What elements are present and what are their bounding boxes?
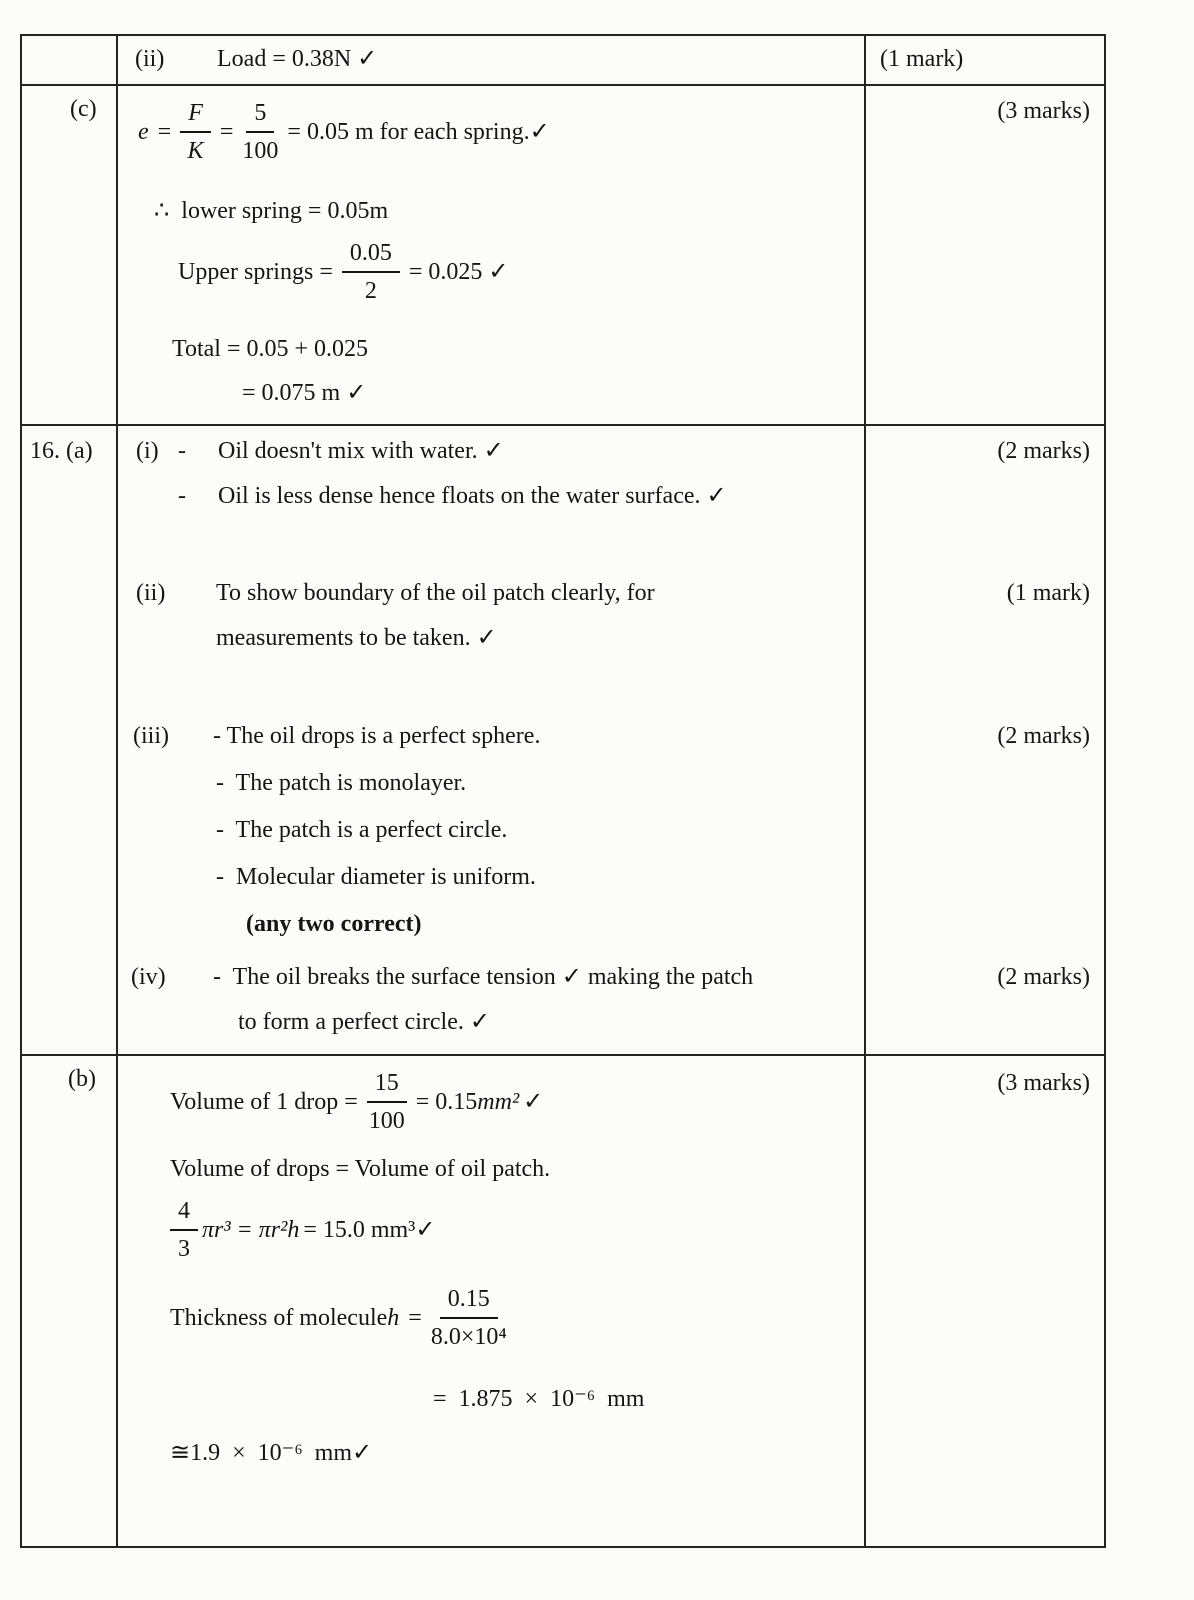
- marks-cell: [866, 1056, 1104, 1546]
- answer-line: - The patch is a perfect circle.: [216, 817, 508, 843]
- formula-lhs: Thickness of molecule: [170, 1305, 388, 1331]
- answer-content-cell: [118, 1056, 866, 1546]
- fraction-4-over-3: [170, 1196, 198, 1264]
- marks-label: (1 mark): [880, 46, 964, 72]
- answer-line: - Molecular diameter is uniform.: [216, 864, 536, 890]
- checkmark: ✓: [523, 1089, 544, 1115]
- fraction-F-over-K: [180, 98, 211, 166]
- total-result-line: = 0.075 m ✓: [242, 380, 367, 406]
- rounded-result-line: ≅1.9 × 10⁻⁶ mm✓: [170, 1440, 373, 1466]
- equals-sign: =: [408, 1305, 422, 1331]
- formula-result: = 15.0 mm³✓: [303, 1217, 436, 1243]
- table-row-oil-drop-calculation: [22, 1056, 1104, 1546]
- item-number-i: (i): [136, 438, 159, 464]
- fraction-denominator: 100: [368, 1108, 405, 1134]
- marks-label-i: (2 marks): [997, 438, 1090, 464]
- answers-table: [20, 34, 1106, 1548]
- marks-label-ii: (1 mark): [1006, 580, 1090, 606]
- marks-label: (3 marks): [997, 1070, 1090, 1096]
- fraction-numerator: 5: [246, 98, 274, 133]
- upper-springs-formula: [178, 238, 509, 306]
- formula-result: = 0.025 ✓: [408, 259, 509, 285]
- answer-line: Oil is less dense hence floats on the water surface. ✓: [218, 483, 727, 509]
- question-label-cell: [22, 86, 118, 424]
- fraction-numerator: 15: [367, 1068, 407, 1103]
- fraction-005-over-2: [342, 238, 400, 306]
- formula-result: = 0.05 m for each spring.✓: [287, 119, 550, 145]
- fraction-15-over-100: [367, 1068, 407, 1136]
- fraction-numerator: 4: [170, 1196, 198, 1231]
- fraction-denominator: 100: [242, 138, 279, 164]
- answer-text: Load = 0.38N ✓: [217, 46, 378, 72]
- math-var-e: e: [138, 119, 149, 145]
- formula-lhs: Upper springs =: [178, 259, 333, 285]
- answer-line: Oil doesn't mix with water. ✓: [218, 438, 504, 464]
- lower-spring-line: ∴ lower spring = 0.05m: [154, 198, 389, 224]
- formula-extension-line: [138, 98, 550, 166]
- marks-label-iii: (2 marks): [997, 723, 1090, 749]
- marks-label: (3 marks): [997, 98, 1090, 124]
- volume-equality-line: Volume of drops = Volume of oil patch.: [170, 1156, 551, 1182]
- fraction-numerator: 0.05: [342, 238, 400, 273]
- formula-expression: πr³ = πr²h: [202, 1217, 300, 1243]
- answer-content-cell: [118, 36, 866, 84]
- answer-content-cell: [118, 426, 866, 1054]
- fraction-denominator: K: [187, 138, 204, 164]
- marks-label-iv: (2 marks): [997, 964, 1090, 990]
- fraction-denominator: 3: [178, 1236, 190, 1262]
- equals-sign: =: [219, 119, 234, 145]
- answer-line: - The oil breaks the surface tension ✓ making the patch: [213, 964, 754, 990]
- table-row-oil-experiment: [22, 426, 1104, 1056]
- unit-mm-squared: mm²: [477, 1089, 520, 1115]
- math-var-h: h: [387, 1305, 400, 1331]
- fraction-015-over-8e4: [431, 1284, 507, 1352]
- item-number: (ii): [135, 46, 165, 72]
- question-label: (c): [70, 96, 97, 122]
- item-number-iv: (iv): [131, 964, 166, 990]
- bullet-dash: -: [178, 483, 186, 509]
- total-line: Total = 0.05 + 0.025: [172, 336, 369, 362]
- fraction-denominator: 8.0×10⁴: [430, 1324, 507, 1350]
- question-label-cell: [22, 426, 118, 1054]
- any-two-correct-note: (any two correct): [246, 911, 422, 937]
- marks-cell: [866, 36, 1104, 84]
- fraction-denominator: 2: [364, 278, 377, 304]
- answer-content-cell: [118, 86, 866, 424]
- question-label-cell: [22, 36, 118, 84]
- answer-line: - The patch is monolayer.: [216, 770, 467, 796]
- question-label-cell: [22, 1056, 118, 1546]
- answer-line: to form a perfect circle. ✓: [238, 1009, 490, 1035]
- answer-line: measurements to be taken. ✓: [216, 625, 497, 651]
- thickness-result-line: = 1.875 × 10⁻⁶ mm: [433, 1386, 645, 1412]
- bullet-dash: -: [178, 438, 186, 464]
- table-row-load: [22, 36, 1104, 86]
- equals-sign: =: [157, 119, 172, 145]
- fraction-numerator: F: [180, 98, 211, 133]
- question-label: (b): [68, 1066, 96, 1092]
- fraction-numerator: 0.15: [440, 1284, 498, 1319]
- table-row-springs: [22, 86, 1104, 426]
- volume-of-drop-formula: [170, 1068, 543, 1136]
- sphere-volume-formula: [170, 1196, 436, 1264]
- item-number-ii: (ii): [136, 580, 166, 606]
- fraction-5-over-100: [242, 98, 278, 166]
- marks-cell: [866, 86, 1104, 424]
- formula-lhs: Volume of 1 drop =: [170, 1089, 358, 1115]
- thickness-formula: [170, 1284, 507, 1352]
- marks-cell: [866, 426, 1104, 1054]
- answer-line: - The oil drops is a perfect sphere.: [213, 723, 541, 749]
- answer-line: To show boundary of the oil patch clearly, for: [216, 580, 655, 606]
- formula-result: = 0.15: [415, 1089, 478, 1115]
- question-label: 16. (a): [30, 438, 93, 464]
- item-number-iii: (iii): [133, 723, 169, 749]
